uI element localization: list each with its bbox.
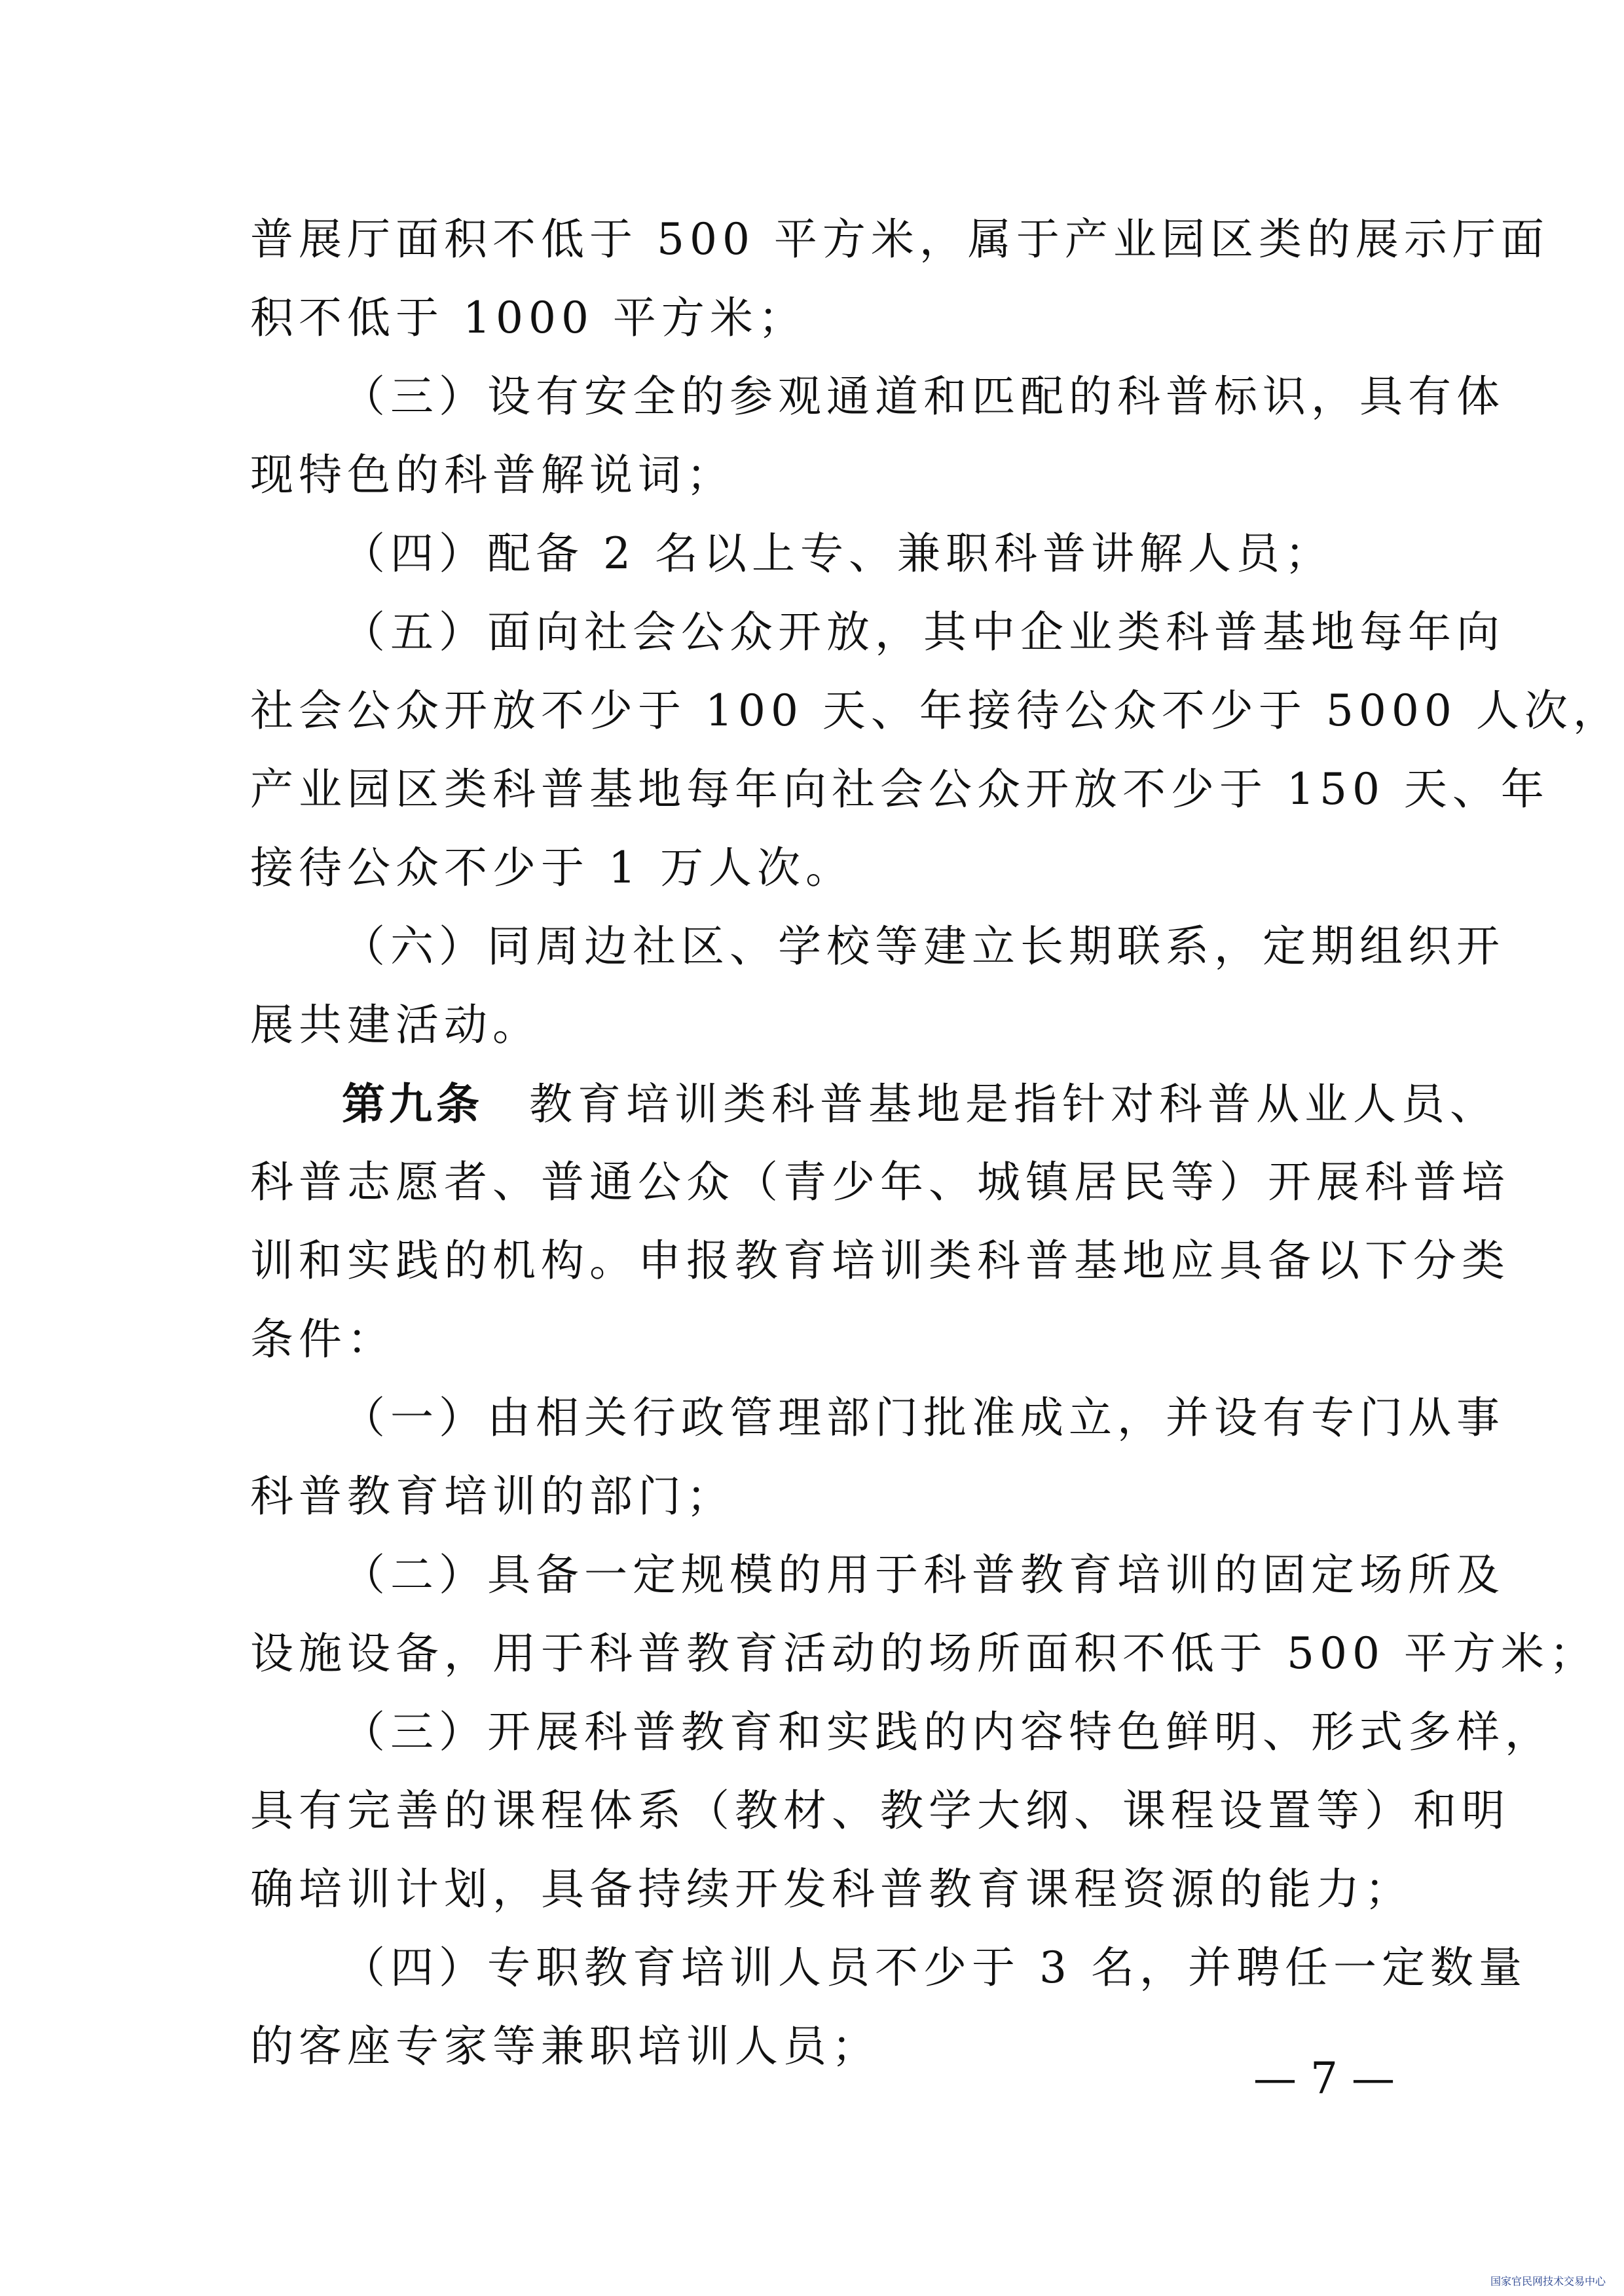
paragraph-line: （一）由相关行政管理部门批准成立，并设有专门从事	[342, 1393, 1505, 1443]
paragraph-line: 的客座专家等兼职培训人员；	[250, 2021, 880, 2071]
paragraph-line: 普展厅面积不低于 500 平方米，属于产业园区类的展示厅面	[250, 214, 1549, 264]
paragraph-line: 接待公众不少于 1 万人次。	[250, 843, 854, 893]
paragraph-line: （三）开展科普教育和实践的内容特色鲜明、形式多样，	[342, 1707, 1553, 1757]
paragraph-line: （六）同周边社区、学校等建立长期联系，定期组织开	[342, 921, 1505, 972]
paragraph-line: 积不低于 1000 平方米；	[250, 293, 807, 343]
paragraph-line: 产业园区类科普基地每年向社会公众开放不少于 150 天、年	[250, 764, 1549, 814]
paragraph-line: 训和实践的机构。申报教育培训类科普基地应具备以下分类	[250, 1235, 1510, 1286]
page-number: — 7 —	[1253, 2053, 1395, 2104]
paragraph-line: （五）面向社会公众开放，其中企业类科普基地每年向	[342, 607, 1505, 657]
watermark-text: 国家官民网技术交易中心	[1490, 2275, 1606, 2287]
paragraph-line: 现特色的科普解说词；	[250, 450, 735, 500]
paragraph-line: 设施设备，用于科普教育活动的场所面积不低于 500 平方米；	[250, 1628, 1598, 1679]
paragraph-line: 科普志愿者、普通公众（青少年、城镇居民等）开展科普培	[250, 1157, 1510, 1207]
article-text: 教育培训类科普基地是指针对科普从业人员、	[529, 1079, 1498, 1129]
paragraph-line: （四）专职教育培训人员不少于 3 名，并聘任一定数量	[342, 1942, 1527, 1993]
paragraph-line: （四）配备 2 名以上专、兼职科普讲解人员；	[342, 528, 1333, 579]
article-line	[342, 1065, 1498, 1143]
paragraph-line: 科普教育培训的部门；	[250, 1471, 735, 1522]
paragraph-line: 具有完善的课程体系（教材、教学大纲、课程设置等）和明	[250, 1785, 1510, 1836]
paragraph-line: （二）具备一定规模的用于科普教育培训的固定场所及	[342, 1550, 1505, 1600]
paragraph-line: （三）设有安全的参观通道和匹配的科普标识，具有体	[342, 371, 1505, 422]
paragraph-line: 展共建活动。	[250, 1000, 541, 1050]
paragraph-line: 条件：	[250, 1314, 396, 1364]
paragraph-line: 确培训计划，具备持续开发科普教育课程资源的能力；	[250, 1864, 1413, 1914]
paragraph-line: 社会公众开放不少于 100 天、年接待公众不少于 5000 人次，	[250, 685, 1621, 736]
article-heading: 第九条	[342, 1078, 483, 1129]
